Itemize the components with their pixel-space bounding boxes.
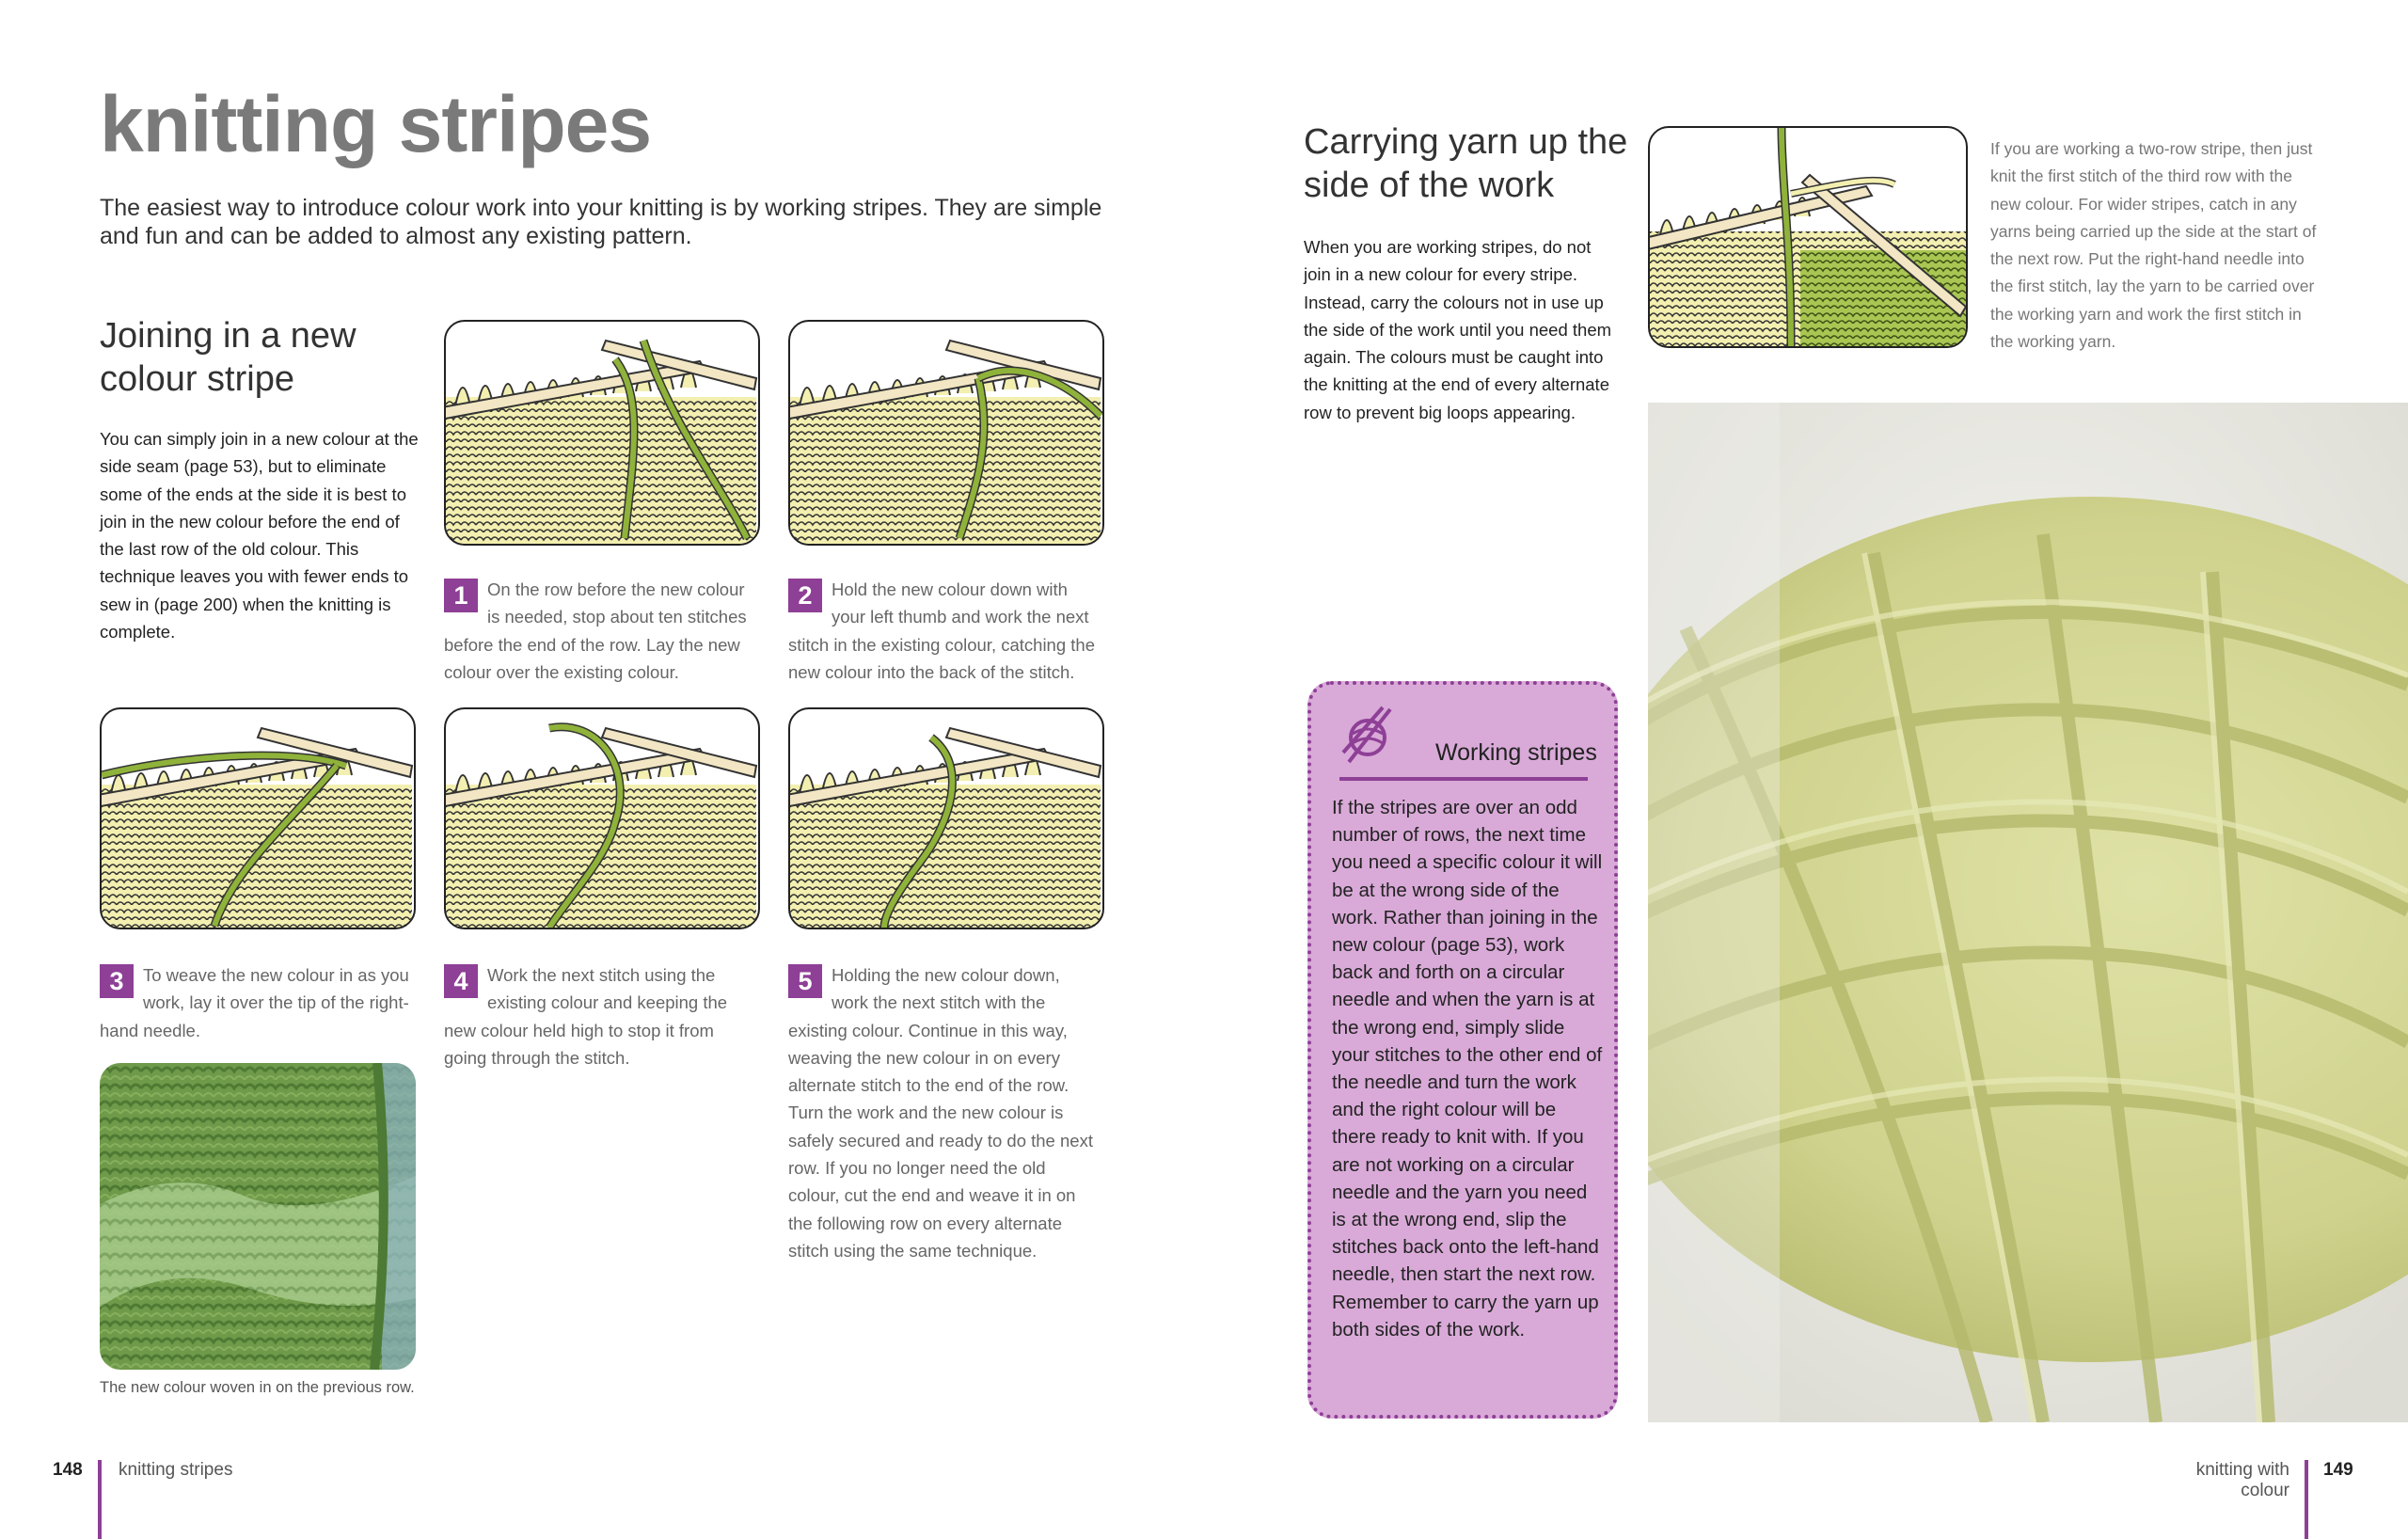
step-4-illustration	[444, 707, 760, 929]
step-3-description: To weave the new colour in as you work, lay it over the tip of the right-hand needle.	[100, 965, 409, 1040]
carrying-yarn-illustration	[1648, 126, 1968, 348]
left-folio-bar	[98, 1460, 102, 1539]
illustration-description: If you are working a two-row stripe, then just knit the first stitch of the third row with the new colour. For wider stripes, catch in any yarns being carried up the side at the start of the next row. Put the right-hand needle into the first stitch, lay the yarn to be carried over the working yarn and work the first stitch in the working yarn.	[1990, 139, 2317, 352]
right-running-footer: knitting with colour	[2195, 1460, 2289, 1500]
section-body: You can simply join in a new colour at the side seam (page 53), but to eliminate some of the ends at the side it is best to join in the new colour before the end of the last row of the old colour. This technique leaves you with fewer ends to sew in (page 200) when the knitting is complete.	[100, 429, 419, 643]
left-page-number: 148	[53, 1460, 83, 1480]
step-5-number: 5	[788, 964, 822, 998]
step-1-text	[444, 576, 756, 686]
step-2-text	[788, 576, 1101, 686]
step-4-description: Work the next stitch using the existing colour and keeping the new colour held high to stop it from going through the stitch.	[444, 965, 728, 1068]
section-heading	[100, 314, 356, 401]
tip-divider	[1339, 777, 1588, 781]
tip-body: If the stripes are over an odd number of rows, the next time you need a specific colour it will be at the wrong side of the work. Rather than joining in the new colour (page 53), work back and forth on a circular needle and when the yarn is at the wrong end, simply slide your stitches to the other end of the needle and turn the work and the right colour will be there ready to knit with. If you are not working on a circular needle and the yarn you need is at the wrong end, slip the stitches back onto the left-hand needle, then start the next row. Remember to carry the yarn up both sides of the work.	[1332, 797, 1603, 1341]
left-running-footer: knitting stripes	[119, 1460, 233, 1480]
photo-caption: The new colour woven in on the previous row.	[100, 1379, 415, 1396]
step-1-description: On the row before the new colour is needed, stop about ten stitches before the end of the row. Lay the new colour over the existing colour.	[444, 579, 747, 682]
right-heading-line-2: side of the work	[1304, 166, 1555, 205]
step-5-text	[788, 961, 1101, 1264]
step-4-number: 4	[444, 964, 478, 998]
section-heading-line-2: colour stripe	[100, 359, 294, 399]
intro-paragraph: The easiest way to introduce colour work into your knitting is by working stripes. They are simple and fun and can be added to almost any existing pattern.	[100, 195, 1102, 249]
right-heading-line-1: Carrying yarn up the	[1304, 122, 1628, 162]
step-5-illustration	[788, 707, 1104, 929]
yarn-ball-photo	[1648, 403, 2408, 1422]
right-folio-bar	[2305, 1460, 2308, 1539]
step-4-text	[444, 961, 756, 1071]
step-5-description: Holding the new colour down, work the next stitch with the existing colour. Continue in this way, weaving the new colour in on every alternate stitch to the end of the row. Turn the work and the new colour is safely secured and ready to do the next row. If you no longer need the old colour, cut the end and weave it in on the following row on every alternate stitch using the same technique.	[788, 965, 1093, 1261]
step-3-number: 3	[100, 964, 134, 998]
section-heading-line-1: Joining in a new	[100, 316, 356, 356]
step-1-illustration	[444, 320, 760, 546]
right-body: When you are working stripes, do not join in a new colour for every stripe. Instead, carry the colours not in use up the side of the work until you need them again. The colours must be caught into the knitting at the end of every alternate row to prevent big loops appearing.	[1304, 237, 1612, 422]
step-3-text	[100, 961, 412, 1044]
page-title: knitting stripes	[100, 80, 652, 168]
step-2-number: 2	[788, 579, 822, 612]
step-2-illustration	[788, 320, 1104, 546]
working-stripes-tip-box	[1307, 681, 1618, 1419]
woven-knitting-photo	[100, 1063, 416, 1370]
right-page-number: 149	[2323, 1460, 2353, 1480]
right-heading	[1304, 120, 1627, 207]
tip-title: Working stripes	[1435, 739, 1597, 766]
step-1-number: 1	[444, 579, 478, 612]
step-2-description: Hold the new colour down with your left thumb and work the next stitch in the existing colour, catching the new colour into the back of the stitch.	[788, 579, 1095, 682]
step-3-illustration	[100, 707, 416, 929]
knitting-needles-yarn-icon	[1339, 706, 1396, 766]
